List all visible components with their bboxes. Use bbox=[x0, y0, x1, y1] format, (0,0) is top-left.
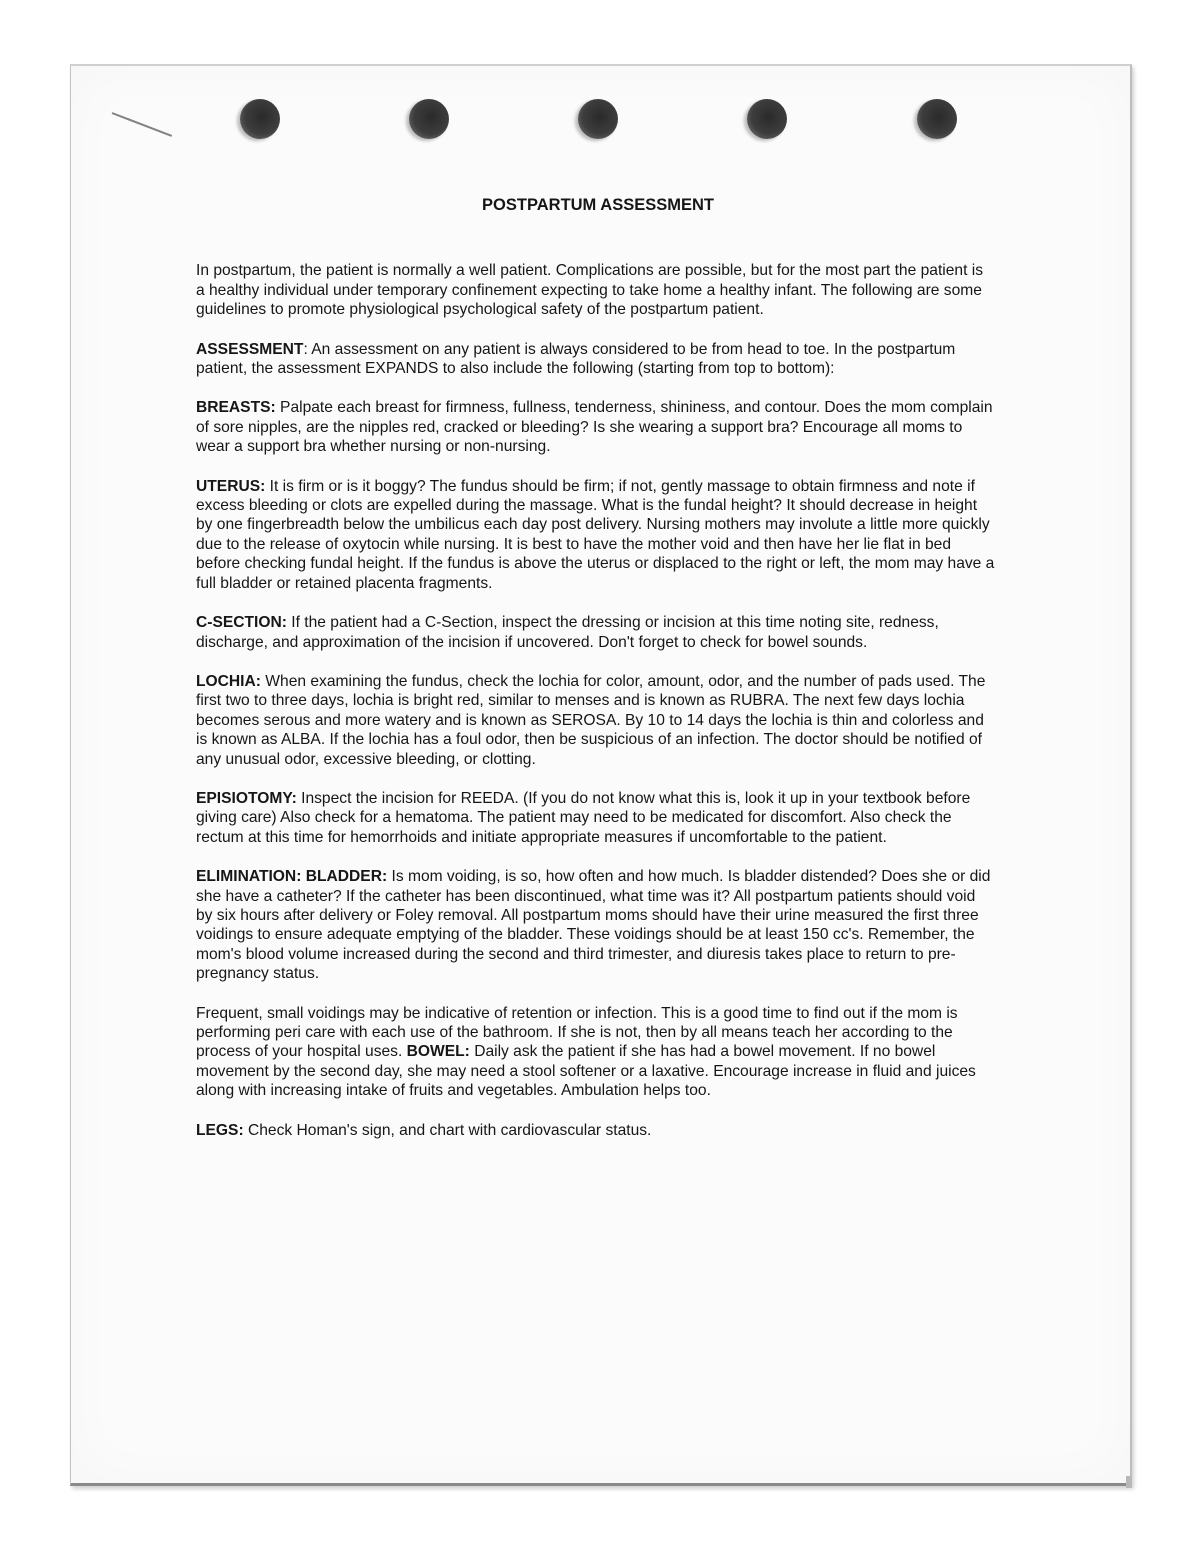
section-label: UTERUS: bbox=[196, 477, 266, 495]
frequent-text-after: Daily ask the patient if she has had a bowel movement. If no bowel movement by the second day, she may need a stool softener or a laxative. Encourage increase in fluid and juices along with increasing intake of fruits and vegetables. Ambulation helps too. bbox=[196, 1043, 976, 1100]
section-text: It is firm or is it boggy? The fundus should be firm; if not, gently massage to obtain firmness and note if excess bleeding or clots are expelled during the massage. What is the fundal height? It should decrease in height by one fingerbreadth below the umbilicus each day post delivery. Nursing mothers may involute a little more quickly due to the release of oxytocin while nursing. It is best to have the mother void and then have her lie flat in bed before checking fundal height. If the fundus is above the uterus or displaced to the right or left, the mom may have a full bladder or retained placenta fragments. bbox=[196, 477, 995, 592]
section-episiotomy bbox=[196, 789, 996, 847]
frequent-text-before: Frequent, small voidings may be indicative of retention or infection. This is a good time to find out if the mom is performing peri care with each use of the bathroom. If she is not, then by all means teach her according to the process of your hospital uses. bbox=[196, 1004, 958, 1061]
section-text: Inspect the incision for REEDA. (If you do not know what this is, look it up in your textbook before giving care) Also check for a hematoma. The patient may need to be medicated for discomfort. Also check the rectum at this time for hemorrhoids and initiate appropriate measures if uncomfortable to the patient. bbox=[196, 789, 971, 846]
section-uterus bbox=[196, 477, 996, 593]
punch-hole-4 bbox=[747, 99, 787, 139]
frequent-voiding-paragraph bbox=[196, 1004, 996, 1101]
section-assessment bbox=[196, 340, 996, 379]
paper-edge-shadow bbox=[1126, 1476, 1132, 1488]
section-text: : An assessment on any patient is always considered to be from head to toe. In the postpartum patient, the assessment EXPANDS to also include the following (starting from top to bottom): bbox=[196, 340, 956, 378]
punch-hole-3 bbox=[578, 99, 618, 139]
section-legs bbox=[196, 1121, 996, 1140]
section-label: BREASTS: bbox=[196, 399, 276, 417]
section-label: LOCHIA: bbox=[196, 672, 261, 690]
punch-hole-1 bbox=[240, 99, 280, 139]
section-label: ELIMINATION: BLADDER: bbox=[196, 868, 388, 886]
section-text: Check Homan's sign, and chart with cardiovascular status. bbox=[243, 1121, 652, 1139]
section-text: Is mom voiding, is so, how often and how much. Is bladder distended? Does she or did she have a catheter? If the catheter has been discontinued, what time was it? All postpartum patients should void by six hours after delivery or Foley removal. All postpartum moms should have their urine measured the first three voidings to ensure adequate emptying of the bladder. These voidings should be at least 150 cc's. Remember, the mom's blood volume increased during the second and third trimester, and diuresis takes place to return to pre-pregnancy status. bbox=[196, 868, 991, 983]
section-elimination bbox=[196, 867, 996, 983]
section-lochia bbox=[196, 672, 996, 769]
section-text: Palpate each breast for firmness, fullness, tenderness, shininess, and contour. Does the mom complain of sore nipples, are the nipples red, cracked or bleeding? Is she wearing a support bra? Encourage all moms to wear a support bra whether nursing or non-nursing. bbox=[196, 399, 993, 456]
section-label: C-SECTION: bbox=[196, 614, 287, 632]
section-breasts bbox=[196, 398, 996, 456]
punch-hole-2 bbox=[409, 99, 449, 139]
punch-hole-5 bbox=[917, 99, 957, 139]
section-label: EPISIOTOMY: bbox=[196, 789, 297, 807]
document-title: POSTPARTUM ASSESSMENT bbox=[482, 196, 714, 214]
bowel-label: BOWEL: bbox=[406, 1043, 470, 1061]
section-c-section bbox=[196, 613, 996, 652]
section-text: When examining the fundus, check the lochia for color, amount, odor, and the number of pads used. The first two to three days, lochia is bright red, similar to menses and is known as RUBRA. The next few days lochia becomes serous and more watery and is known as SEROSA. By 10 to 14 days the lochia is thin and colorless and is known as ALBA. If the lochia has a foul odor, then be suspicious of an infection. The doctor should be notified of any unusual odor, excessive bleeding, or clotting. bbox=[196, 672, 986, 768]
intro-text: In postpartum, the patient is normally a well patient. Complications are possible, but for the most part the patient is a healthy individual under temporary confinement expecting to take home a healthy infant. The following are some guidelines to promote physiological psychological safety of the postpartum patient. bbox=[196, 262, 984, 319]
section-label: ASSESSMENT bbox=[196, 340, 304, 358]
document-body bbox=[196, 196, 996, 1140]
section-text: If the patient had a C-Section, inspect the dressing or incision at this time noting site, redness, discharge, and approximation of the incision if uncovered. Don't forget to check for bowel sounds. bbox=[196, 614, 939, 651]
intro-paragraph bbox=[196, 261, 996, 319]
section-label: LEGS: bbox=[196, 1121, 244, 1139]
